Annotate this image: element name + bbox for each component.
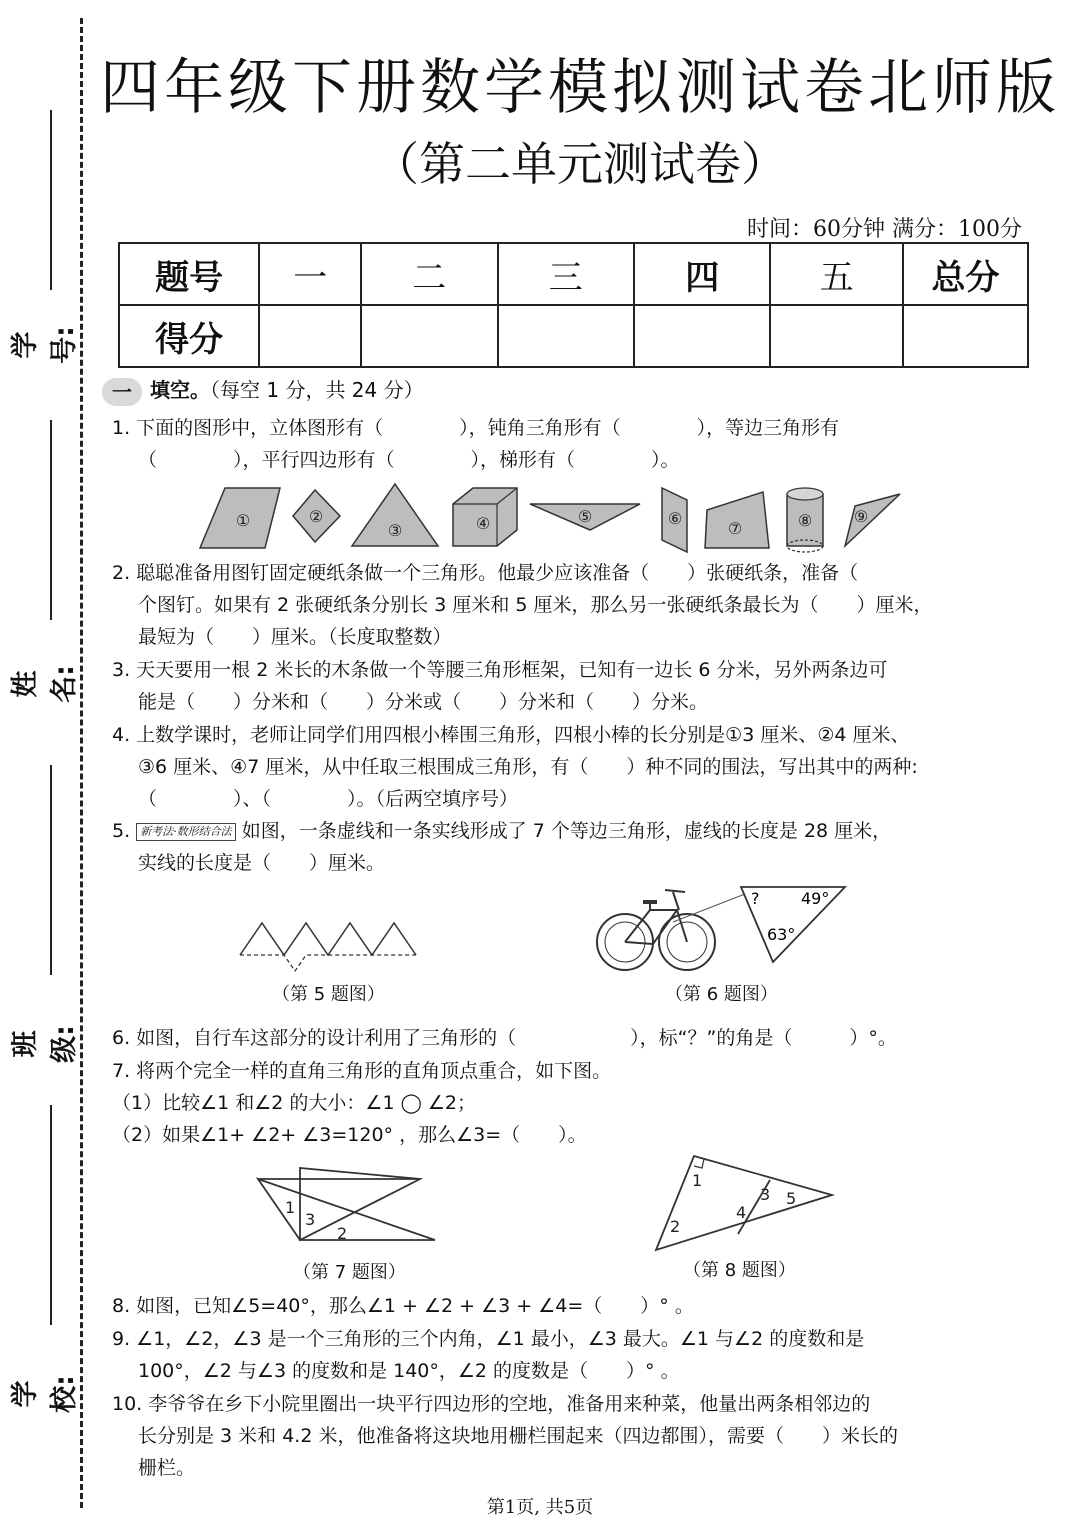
fig8-angle-3: 3 <box>760 1185 771 1204</box>
score-table <box>118 242 1029 368</box>
question-5 <box>112 815 891 879</box>
fig6-angle-63: 63° <box>767 925 796 944</box>
page-title: 四年级下册数学模拟测试卷北师版 <box>100 53 1060 123</box>
question-line <box>112 815 891 847</box>
student-id-line <box>50 110 52 290</box>
name-line <box>50 420 52 620</box>
fig7-angle-1: 1 <box>285 1198 296 1217</box>
question-4 <box>112 719 918 815</box>
fig6-caption: （第 6 题图） <box>665 984 778 1005</box>
section-heading <box>102 374 424 406</box>
shape-label: ⑥ <box>667 509 683 528</box>
fig7-caption: （第 7 题图） <box>293 1262 406 1283</box>
question-text: 最短为（ ）厘米。（长度取整数） <box>138 626 452 648</box>
score-input-cell[interactable] <box>259 305 361 367</box>
question-text: 如图，一条虚线和一条实线形成了 7 个等边三角形，虚线的长度是 28 厘米， <box>241 820 892 842</box>
fig5-caption: （第 5 题图） <box>272 984 385 1005</box>
name-label: 姓名: <box>10 665 80 703</box>
fig6-pointer-line <box>673 894 745 922</box>
question-text: （1）比较∠1 和∠2 的大小：∠1 ◯ ∠2； <box>112 1092 476 1114</box>
score-table-score-row <box>119 305 1028 367</box>
school-label: 学校: <box>10 1375 80 1413</box>
fig5-triangles <box>235 915 435 975</box>
score-input-cell[interactable] <box>498 305 634 367</box>
score-header-cell: 二 <box>361 243 497 305</box>
question-text: 实线的长度是（ ）厘米。 <box>138 852 386 874</box>
new-method-tag: 新考法·数形结合法 <box>136 823 236 841</box>
fig8-caption: （第 8 题图） <box>683 1260 796 1281</box>
bicycle-stem <box>673 892 679 910</box>
fig8-angle-5: 5 <box>786 1189 797 1208</box>
binding-dashed-line <box>80 18 83 1508</box>
question-text: （2）如果∠1+ ∠2+ ∠3=120° ，那么∠3=（ ）。 <box>112 1124 587 1146</box>
question-2 <box>112 557 933 653</box>
section-title: 填空。 <box>150 378 210 402</box>
question-6 <box>112 1022 897 1054</box>
section-number-badge: 一 <box>102 378 142 406</box>
section-note: （每空 1 分，共 24 分） <box>210 378 424 402</box>
question-text: 能是（ ）分米和（ ）分米或（ ）分米和（ ）分米。 <box>138 691 709 713</box>
page-footer: 第1页, 共5页 <box>486 1497 594 1518</box>
question-text: 9. ∠1，∠2，∠3 是一个三角形的三个内角，∠1 最小，∠3 最大。∠1 与∠2 的度数和是 <box>112 1328 865 1350</box>
question-8 <box>112 1290 694 1322</box>
shape-label: ② <box>308 507 324 526</box>
score-row-label: 得分 <box>119 305 259 367</box>
score-header-cell: 总分 <box>903 243 1028 305</box>
score-input-cell[interactable] <box>770 305 903 367</box>
question-text: 长分别是 3 米和 4.2 米，他准备将这块地用栅栏围起来（四边都围），需要（ ）米长的 <box>138 1425 898 1447</box>
score-header-cell: 题号 <box>119 243 259 305</box>
fig7-angle-2: 2 <box>337 1224 348 1243</box>
fig8-angle-2: 2 <box>670 1217 681 1236</box>
fig8-angle-4: 4 <box>736 1203 747 1222</box>
question-number: 5. <box>112 820 131 842</box>
student-id-label: 学号: <box>10 326 80 364</box>
question-3 <box>112 654 888 718</box>
fig8-right-angle-mark <box>694 1159 704 1168</box>
school-line <box>50 1105 52 1325</box>
fig6-angle-49: 49° <box>801 889 830 908</box>
cylinder-top <box>787 488 823 500</box>
question-text: 6. 如图，自行车这部分的设计利用了三角形的（ ），标“？”的角是（ ）°。 <box>112 1027 897 1049</box>
question-text: 7. 将两个完全一样的直角三角形的直角顶点重合，如下图。 <box>112 1060 612 1082</box>
q1-shapes-figure <box>195 482 915 557</box>
question-10 <box>112 1388 898 1484</box>
score-header-cell: 一 <box>259 243 361 305</box>
score-header-cell: 五 <box>770 243 903 305</box>
fig6-bicycle <box>595 882 855 977</box>
question-7 <box>112 1055 611 1151</box>
fig8-triangle <box>652 1150 837 1255</box>
score-table-header-row <box>119 243 1028 305</box>
class-label: 班级: <box>10 1025 80 1063</box>
shape-label: ⑦ <box>727 519 743 538</box>
question-text: ③6 厘米、④7 厘米，从中任取三根围成三角形，有（ ）种不同的围法，写出其中的两种: <box>138 756 918 778</box>
question-1 <box>112 412 839 476</box>
question-text: 2. 聪聪准备用图钉固定硬纸条做一个三角形。他最少应该准备（ ）张硬纸条，准备（ <box>112 562 859 584</box>
question-text: （ ），平行四边形有（ ），梯形有（ ）。 <box>138 449 680 471</box>
fig8-angle-1: 1 <box>692 1171 703 1190</box>
score-input-cell[interactable] <box>903 305 1028 367</box>
question-text: （ ）、（ ）。（后两空填序号） <box>138 788 519 810</box>
shape-label: ⑤ <box>577 507 593 526</box>
shape-label: ④ <box>475 514 491 533</box>
question-text: 8. 如图，已知∠5=40°，那么∠1 + ∠2 + ∠3 + ∠4=（ ）° 。 <box>112 1295 694 1317</box>
shape-label: ⑧ <box>797 511 813 530</box>
time-score-info: 时间：60分钟 满分：100分 <box>747 217 1022 242</box>
page-subtitle: （第二单元测试卷） <box>373 137 787 191</box>
score-input-cell[interactable] <box>361 305 497 367</box>
score-header-cell: 四 <box>634 243 770 305</box>
fig6-angle-unknown: ? <box>751 889 760 908</box>
question-text: 10. 李爷爷在乡下小院里圈出一块平行四边形的空地，准备用来种菜，他量出两条相邻边的 <box>112 1393 871 1415</box>
shape-label: ⑨ <box>853 507 869 526</box>
question-9 <box>112 1323 864 1387</box>
fig7-triangles <box>255 1165 445 1250</box>
question-text: 栅栏。 <box>138 1457 196 1479</box>
fig7-angle-3: 3 <box>305 1210 316 1229</box>
score-header-cell: 三 <box>498 243 634 305</box>
class-line <box>50 765 52 975</box>
score-input-cell[interactable] <box>634 305 770 367</box>
bicycle-handlebar <box>665 890 685 892</box>
question-text: 1. 下面的图形中，立体图形有（ ），钝角三角形有（ ），等边三角形有 <box>112 417 840 439</box>
fig5-solid-line <box>240 923 416 955</box>
fig5-dashed-line <box>240 955 416 971</box>
question-text: 100°，∠2 与∠3 的度数和是 140°，∠2 的度数是（ ）° 。 <box>138 1360 680 1382</box>
question-text: 个图钉。如果有 2 张硬纸条分别长 3 厘米和 5 厘米，那么另一张硬纸条最长为（ ）厘米， <box>138 594 933 616</box>
shape-label: ① <box>235 511 251 530</box>
shape-label: ③ <box>387 521 403 540</box>
question-text: 4. 上数学课时，老师让同学们用四根小棒围三角形，四根小棒的长分别是①3 厘米、②4 厘米、 <box>112 724 910 746</box>
question-text: 3. 天天要用一根 2 米长的木条做一个等腰三角形框架，已知有一边长 6 分米，另外两条边可 <box>112 659 888 681</box>
